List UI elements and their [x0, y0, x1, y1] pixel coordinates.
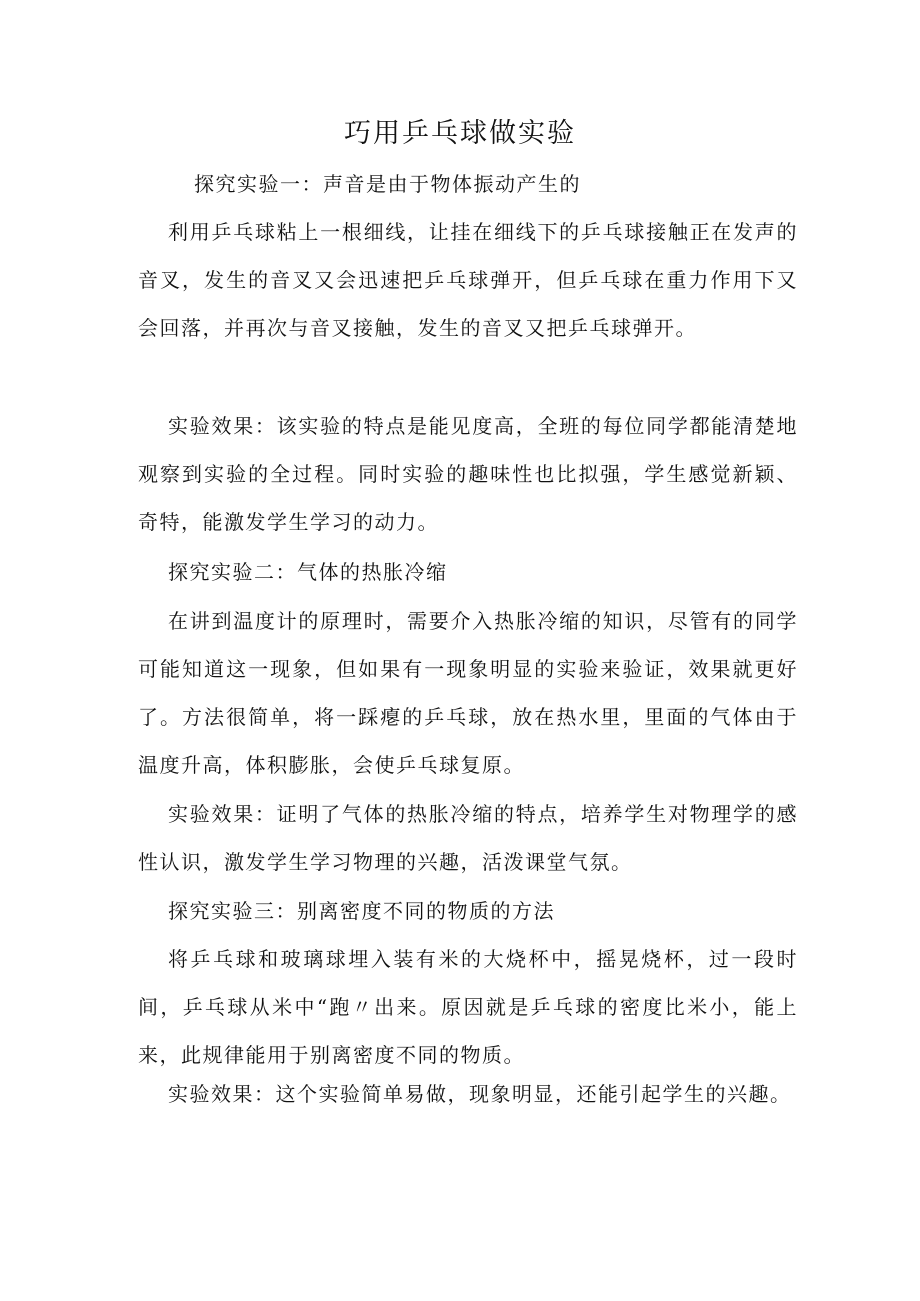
section-3-body: 将乒乓球和玻璃球埋入装有米的大烧杯中，摇晃烧杯，过一段时间，乒乓球从米中“跑〃出来。原因就是乒乓球的密度比米小，能上来，此规律能用于别离密度不同的物质。	[138, 947, 798, 1067]
section-2-effect: 实验效果：证明了气体的热胀冷缩的特点，培养学生对物理学的感性认识，激发学生学习物理的兴趣，活泼课堂气氛。	[138, 802, 798, 874]
section-1-effect: 实验效果：该实验的特点是能见度高，全班的每位同学都能清楚地观察到实验的全过程。同时实验的趣味性也比拟强，学生感觉新颖、奇特，能激发学生学习的动力。	[138, 414, 798, 534]
section-2-body: 在讲到温度计的原理时，需要介入热胀冷缩的知识，尽管有的同学可能知道这一现象，但如果有一现象明显的实验来验证，效果就更好了。方法很简单，将一踩瘪的乒乓球，放在热水里，里面的气体由于温度升高，体积膨胀，会使乒乓球复原。	[138, 609, 798, 777]
section-3-effect: 实验效果：这个实验简单易做，现象明显，还能引起学生的兴趣。	[168, 1082, 792, 1106]
document-title: 巧用乒乓球做实验	[344, 118, 576, 149]
section-1-heading: 探究实验一：声音是由于物体振动产生的	[194, 172, 581, 196]
section-2-heading: 探究实验二：气体的热胀冷缩	[168, 560, 448, 584]
section-3-heading: 探究实验三：别离密度不同的物质的方法	[168, 899, 555, 923]
section-1-body: 利用乒乓球粘上一根细线，让挂在细线下的乒乓球接触正在发声的音叉，发生的音叉又会迅速把乒乓球弹开，但乒乓球在重力作用下又会回落，并再次与音叉接触，发生的音叉又把乒乓球弹开。	[138, 220, 798, 340]
